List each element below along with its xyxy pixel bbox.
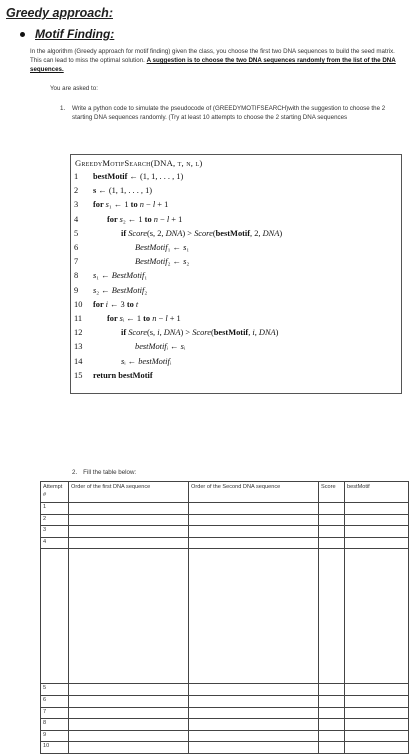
attempt-number: 7: [41, 707, 69, 719]
table-cell[interactable]: [319, 684, 345, 696]
table-cell[interactable]: [319, 695, 345, 707]
code-token: ← 3: [107, 299, 127, 309]
attempt-number: 5: [41, 684, 69, 696]
code-token: bestMotif: [118, 370, 153, 380]
table-row: [41, 695, 409, 707]
code-token: to: [130, 200, 140, 210]
table-row: [41, 730, 409, 742]
code-token: ᵢ ← 1: [122, 314, 144, 323]
attempts-table: [40, 481, 409, 754]
attempt-number: 1: [41, 503, 69, 515]
line-number: 13: [74, 342, 83, 352]
table-cell[interactable]: [189, 719, 319, 731]
line-number: 12: [74, 328, 83, 338]
table-cell[interactable]: [345, 684, 409, 696]
pseudocode-header: GreedyMotifSearch(DNA, t, n, l): [75, 158, 203, 168]
code-token: return: [93, 370, 119, 380]
intro-paragraph: [30, 47, 406, 74]
table-cell[interactable]: [319, 537, 345, 549]
line-code: [93, 284, 147, 297]
section-title: Greedy approach:: [6, 6, 113, 20]
code-token: + 1: [169, 214, 183, 224]
table-cell[interactable]: [189, 742, 319, 754]
code-token: ₂: [144, 285, 148, 295]
line-code: [135, 340, 185, 353]
table-row: [41, 537, 409, 549]
code-token: s: [121, 356, 125, 366]
table-row: [41, 719, 409, 731]
table-cell[interactable]: [345, 503, 409, 515]
table-row: [41, 742, 409, 754]
code-token: s: [180, 342, 184, 352]
code-token: ,: [159, 328, 164, 338]
code-token: ₂ ←: [96, 285, 112, 295]
line-code: [93, 198, 168, 211]
line-code: [93, 184, 152, 197]
code-token: DNA: [165, 228, 183, 238]
code-token: s: [93, 285, 97, 295]
line-number: 5: [74, 228, 79, 238]
table-cell[interactable]: [345, 514, 409, 526]
line-code: [107, 213, 182, 226]
table-cell[interactable]: [69, 526, 189, 538]
code-token: ᵢ: [183, 342, 186, 352]
code-token: bestMotif: [213, 328, 249, 338]
table-cell[interactable]: [189, 537, 319, 549]
code-token: s: [183, 257, 187, 267]
table-cell[interactable]: [345, 537, 409, 549]
code-token: n: [152, 314, 157, 323]
code-token: t: [135, 299, 139, 309]
line-number: 1: [74, 172, 79, 181]
table-cell[interactable]: [319, 719, 345, 731]
code-token: s: [93, 271, 97, 281]
code-token: DNA: [258, 328, 276, 338]
code-token: BestMotif: [111, 285, 145, 295]
line-number: 3: [74, 200, 79, 210]
table-cell[interactable]: [69, 514, 189, 526]
code-token: (s, 2,: [146, 228, 166, 238]
line-number: 6: [74, 243, 79, 252]
table-row: [41, 526, 409, 538]
code-token: BestMotif: [135, 243, 168, 252]
task-2-number: 2.: [72, 469, 78, 476]
code-token: ) >: [180, 328, 193, 338]
table-cell[interactable]: [319, 514, 345, 526]
table-cell[interactable]: [345, 742, 409, 754]
header-first-dna: Order of the first DNA sequence: [69, 482, 189, 503]
table-cell[interactable]: [69, 537, 189, 549]
header-second-dna: Order of the Second DNA sequence: [189, 482, 319, 503]
code-token: ,: [248, 328, 253, 338]
table-row: [41, 684, 409, 696]
code-token: ← (1, 1, . . . , 1): [127, 172, 184, 181]
line-code: [121, 227, 282, 240]
code-token: BestMotif: [135, 257, 168, 267]
table-cell[interactable]: [69, 503, 189, 515]
code-token: n: [139, 200, 144, 210]
attempt-number: 3: [41, 526, 69, 538]
line-code: [121, 355, 171, 368]
code-token: s: [93, 186, 97, 196]
table-cell[interactable]: [189, 695, 319, 707]
code-token: (s,: [146, 328, 158, 338]
code-token: , 2,: [250, 228, 263, 238]
line-code: [135, 241, 189, 254]
table-cell[interactable]: [189, 730, 319, 742]
code-token: ): [279, 228, 283, 238]
intro-suggestion: A suggestion is to choose the two DNA sequences randomly from the list of the DNA sequences.: [30, 57, 396, 73]
table-cell[interactable]: [345, 695, 409, 707]
attempt-number: 2: [41, 514, 69, 526]
code-token: l: [152, 200, 156, 210]
code-token: ᵢ: [169, 356, 172, 366]
bullet-heading: [20, 27, 114, 41]
table-row: [41, 514, 409, 526]
code-token: ₁: [144, 271, 148, 281]
code-token: ) >: [182, 228, 195, 238]
pseudocode-box: [70, 154, 402, 394]
code-token: −: [156, 314, 166, 323]
table-cell[interactable]: [319, 526, 345, 538]
code-token: −: [157, 214, 167, 224]
code-token: i: [105, 299, 108, 309]
code-token: ₁ ←: [167, 243, 184, 252]
code-token: + 1: [167, 314, 181, 323]
line-number: 10: [74, 299, 83, 309]
table-cell[interactable]: [345, 707, 409, 719]
code-token: (: [212, 228, 216, 238]
code-token: ,: [254, 328, 259, 338]
task-2: [72, 469, 136, 476]
table-cell[interactable]: [69, 684, 189, 696]
code-token: Score: [194, 228, 213, 238]
table-cell[interactable]: [69, 730, 189, 742]
code-token: ₁ ←: [96, 271, 112, 281]
line-code: [93, 170, 183, 183]
code-token: ₁: [186, 243, 190, 252]
line-number: 14: [74, 356, 83, 366]
code-token: to: [144, 214, 154, 224]
intro-text: In the algorithm (Greedy approach for motif finding) given the class, you choose the first two DNA sequences to build the seed matrix. This can lead to miss the optimal solution.: [30, 48, 395, 64]
table-cell[interactable]: [189, 707, 319, 719]
code-token: + 1: [155, 200, 169, 210]
code-token: to: [143, 314, 153, 323]
code-token: ᵢ ←: [166, 342, 181, 352]
code-token: Score: [128, 328, 147, 338]
code-token: ₂: [186, 257, 190, 267]
table-cell[interactable]: [69, 719, 189, 731]
line-code: [107, 312, 181, 325]
code-token: i: [157, 328, 160, 338]
attempt-number: 10: [41, 742, 69, 754]
code-token: ᵢ ←: [124, 356, 139, 366]
code-token: for: [93, 200, 106, 210]
code-token: Score: [192, 328, 211, 338]
table-cell[interactable]: [189, 514, 319, 526]
table-cell[interactable]: [69, 707, 189, 719]
code-token: l: [166, 214, 170, 224]
asked-label: You are asked to:: [50, 85, 98, 92]
code-token: ₁ ← 1: [108, 200, 131, 210]
bullet-dot-icon: [20, 32, 25, 37]
code-token: s: [183, 243, 187, 252]
code-token: ← (1, 1, . . . , 1): [96, 186, 153, 196]
table-cell[interactable]: [319, 730, 345, 742]
code-token: if: [121, 328, 129, 338]
table-cell[interactable]: [69, 742, 189, 754]
table-row: [41, 707, 409, 719]
code-token: s: [119, 214, 123, 224]
table-row: [41, 503, 409, 515]
task-1-number: 1.: [60, 105, 66, 112]
table-cell[interactable]: [319, 503, 345, 515]
code-token: DNA: [163, 328, 181, 338]
table-header-row: [41, 482, 409, 503]
task-2-text: Fill the table below:: [83, 469, 137, 476]
line-number: 15: [74, 370, 83, 380]
table-cell[interactable]: [189, 503, 319, 515]
code-token: ): [275, 328, 279, 338]
table-cell[interactable]: [345, 719, 409, 731]
line-code: [135, 255, 189, 268]
bullet-heading-text: Motif Finding:: [35, 27, 115, 41]
table-cell[interactable]: [345, 526, 409, 538]
header-best-motif: bestMotif: [345, 482, 409, 503]
line-number: 11: [74, 314, 83, 323]
code-token: l: [165, 314, 168, 323]
code-token: bestMotif: [138, 356, 170, 366]
code-token: bestMotif: [215, 228, 251, 238]
table-cell[interactable]: [319, 707, 345, 719]
task-1-text: Write a python code to simulate the pseudocode of (GREEDYMOTIFSEARCH)with the suggestion to choose the 2 starting DNA sequences randomly. (Try at least 10 attempts to choose the 2 starting DNA sequences: [72, 105, 386, 121]
table-cell[interactable]: [189, 684, 319, 696]
code-token: (: [210, 328, 214, 338]
code-token: i: [252, 328, 255, 338]
table-cell[interactable]: [319, 742, 345, 754]
table-cell[interactable]: [69, 695, 189, 707]
code-token: DNA: [262, 228, 280, 238]
code-token: if: [121, 228, 129, 238]
code-token: s: [105, 200, 109, 210]
task-1: [60, 104, 402, 122]
code-token: ₂ ← 1: [122, 214, 145, 224]
attempt-number: 4: [41, 537, 69, 549]
table-blank-space: [41, 549, 409, 684]
line-number: 2: [74, 186, 79, 196]
header-attempt: Attempt #: [41, 482, 69, 503]
table-cell[interactable]: [189, 526, 319, 538]
code-token: for: [107, 214, 120, 224]
line-code: [93, 369, 153, 382]
line-code: [93, 298, 138, 311]
code-token: −: [143, 200, 153, 210]
code-token: Score: [128, 228, 147, 238]
line-code: [93, 269, 147, 282]
line-number: 4: [74, 214, 79, 224]
code-token: for: [107, 314, 120, 323]
line-number: 8: [74, 271, 79, 281]
code-token: to: [126, 299, 136, 309]
code-token: bestMotif: [135, 342, 167, 352]
code-token: bestMotif: [93, 172, 128, 181]
attempt-number: 8: [41, 719, 69, 731]
code-token: BestMotif: [111, 271, 145, 281]
header-score: Score: [319, 482, 345, 503]
line-number: 9: [74, 285, 79, 295]
code-token: for: [93, 299, 106, 309]
code-token: s: [119, 314, 123, 323]
attempt-number: 9: [41, 730, 69, 742]
code-token: n: [153, 214, 158, 224]
line-number: 7: [74, 257, 79, 267]
code-token: ₂ ←: [167, 257, 184, 267]
table-cell[interactable]: [345, 730, 409, 742]
attempt-number: 6: [41, 695, 69, 707]
line-code: [121, 326, 278, 339]
